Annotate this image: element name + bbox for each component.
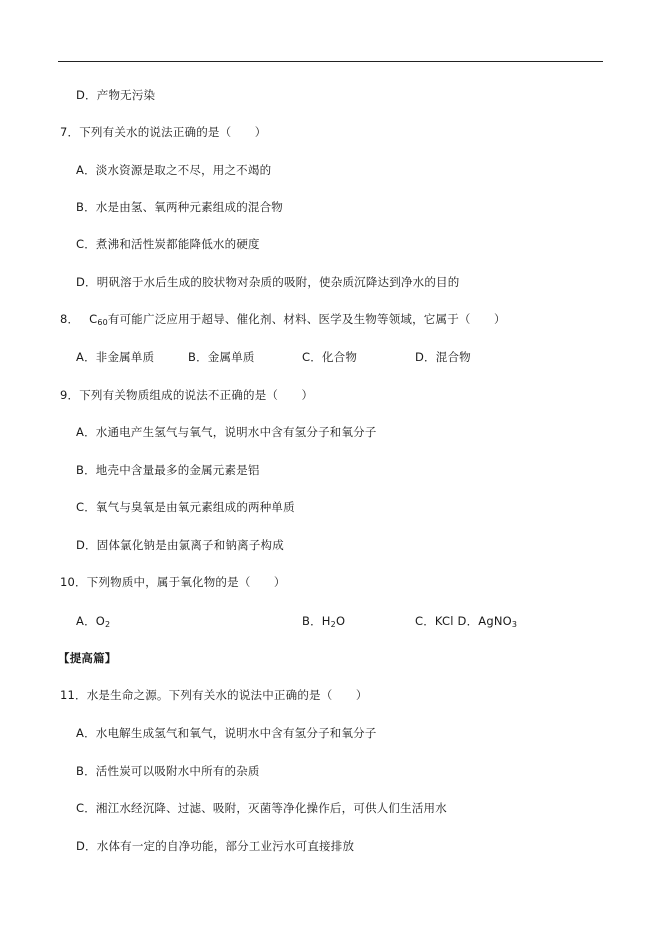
- q10-option-b-tail: O: [335, 614, 346, 628]
- q9-option-a[interactable]: A．水通电产生氢气与氧气，说明水中含有氢分子和氧分子: [76, 425, 377, 439]
- q10-option-b-text: B．H: [302, 614, 331, 628]
- q7-option-c[interactable]: C．煮沸和活性炭都能降低水的硬度: [76, 237, 260, 251]
- q9-option-d[interactable]: D．固体氯化钠是由氯离子和钠离子构成: [76, 538, 284, 552]
- q7-option-a[interactable]: A．淡水资源是取之不尽，用之不竭的: [76, 163, 272, 177]
- q10-option-cd[interactable]: [415, 614, 517, 628]
- q11-option-d[interactable]: D．水体有一定的自净功能，部分工业污水可直接排放: [76, 839, 355, 853]
- q11-option-c[interactable]: C．湘江水经沉降、过滤、吸附，灭菌等净化操作后，可供人们生活用水: [76, 801, 447, 815]
- q6-option-d[interactable]: D．产物无污染: [76, 88, 156, 102]
- q10-option-cd-text: C．KCl D．AgNO: [415, 614, 512, 628]
- q9-option-b[interactable]: B．地壳中含量最多的金属元素是铝: [76, 463, 260, 477]
- q9-option-c[interactable]: C．氧气与臭氧是由氧元素组成的两种单质: [76, 500, 295, 514]
- q8-stem-text: 有可能广泛应用于超导、催化剂、材料、医学及生物等领域，它属于（ ）: [107, 312, 506, 326]
- q10-option-b[interactable]: [302, 614, 345, 628]
- section-heading: 【提高篇】: [58, 651, 117, 665]
- q8-formula-symbol: C: [89, 312, 98, 326]
- q8-formula: [89, 312, 108, 326]
- q8-option-b[interactable]: B．金属单质: [188, 350, 255, 364]
- q8-option-c[interactable]: C．化合物: [302, 350, 358, 364]
- q11-option-a[interactable]: A．水电解生成氢气和氧气，说明水中含有氢分子和氧分子: [76, 726, 377, 740]
- q8-number: 8．: [60, 312, 80, 326]
- q8-option-a[interactable]: A．非金属单质: [76, 350, 155, 364]
- q10-option-b-subscript: 2: [330, 620, 336, 629]
- q9-stem: 9．下列有关物质组成的说法不正确的是（ ）: [60, 388, 314, 402]
- q11-option-b[interactable]: B．活性炭可以吸附水中所有的杂质: [76, 764, 260, 778]
- q10-option-a-subscript: 2: [105, 620, 111, 629]
- q8-option-d[interactable]: D．混合物: [415, 350, 471, 364]
- q8-stem: [60, 312, 506, 326]
- q10-option-cd-subscript: 3: [511, 620, 518, 629]
- q10-option-a[interactable]: [76, 614, 110, 628]
- header-rule: [58, 61, 603, 62]
- q11-stem: 11．水是生命之源。下列有关水的说法中正确的是（ ）: [60, 688, 368, 702]
- q8-formula-subscript: 60: [97, 318, 108, 327]
- q7-option-b[interactable]: B．水是由氢、氧两种元素组成的混合物: [76, 200, 283, 214]
- q10-option-a-text: A．O: [76, 614, 106, 628]
- q7-stem: 7．下列有关水的说法正确的是（ ）: [60, 125, 267, 139]
- q7-option-d[interactable]: D．明矾溶于水后生成的胶状物对杂质的吸附，使杂质沉降达到净水的目的: [76, 275, 460, 289]
- q10-stem: 10．下列物质中，属于氧化物的是（ ）: [60, 575, 286, 589]
